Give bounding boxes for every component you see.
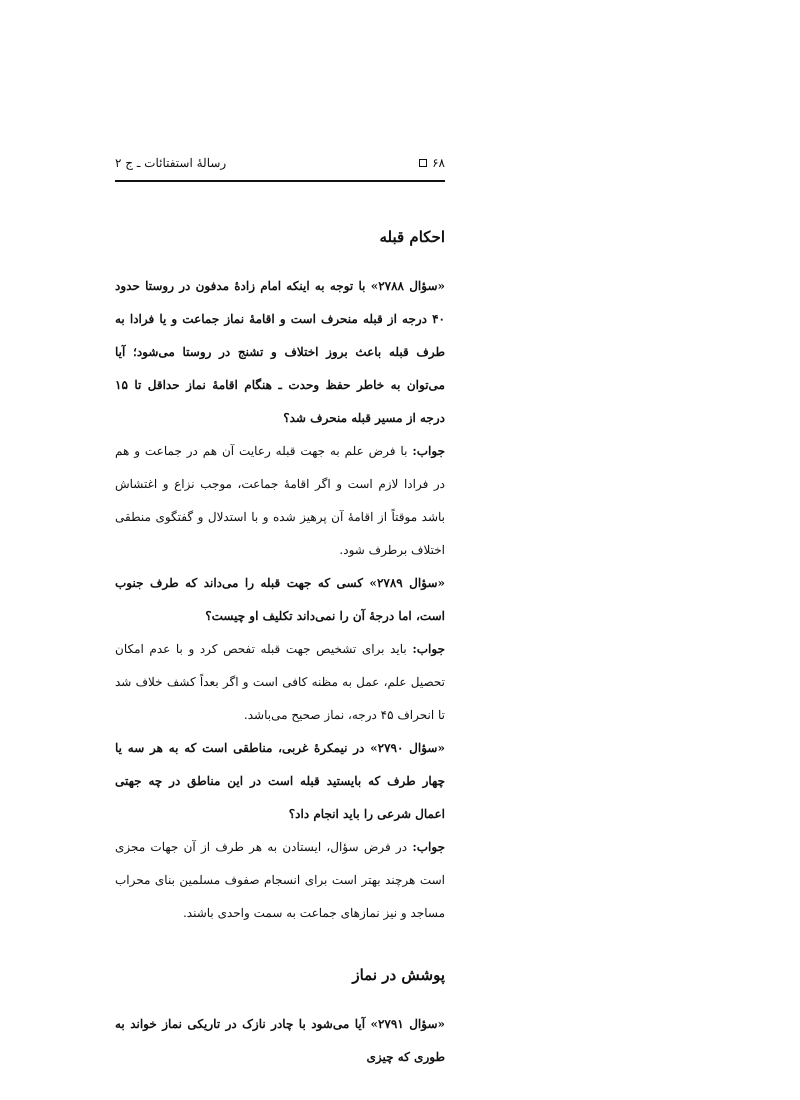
answer-paragraph: [115, 435, 445, 567]
running-title: رسالهٔ استفتائات ـ ج ۲: [115, 156, 227, 170]
page-number-group: [419, 156, 445, 170]
answer-text: باید برای تشخیص جهت قبله تفحص کرد و با عدم امکان تحصیل علم، عمل به مظنه کافی است و اگر بعداً کشف خلاف شد تا انحراف ۴۵ درجه، نماز صحیح می‌باشد.: [115, 642, 445, 722]
answer-label: جواب:: [412, 642, 445, 656]
answer-label: جواب:: [412, 444, 445, 458]
question-paragraph: «سؤال ۲۷۸۸» با توجه به اینکه امام زادهٔ مدفون در روستا حدود ۴۰ درجه از قبله منحرف است و اقامهٔ نماز جماعت و یا فرادا به طرف قبله باعث بروز اختلاف و تشنج در روستا می‌شود؛ آیا می‌توان به خاطر حفظ وحدت ـ هنگام اقامهٔ نماز حداقل تا ۱۵ درجه از مسیر قبله منحرف شد؟: [115, 279, 446, 425]
answer-label: جواب:: [412, 840, 445, 854]
header-rule: [115, 180, 445, 182]
question-paragraph: «سؤال ۲۷۹۰» در نیمکرهٔ غربی، مناطقی است که به هر سه یا چهار طرف که بایستید قبله است در این مناطق در چه جهتی اعمال شرعی را باید انجام داد؟: [115, 741, 445, 821]
page-number: ۶۸: [432, 156, 445, 170]
question-paragraph: «سؤال ۲۷۸۹» کسی که جهت قبله را می‌داند که طرف جنوب است، اما درجهٔ آن را نمی‌داند تکلیف او چیست؟: [115, 576, 445, 623]
question-paragraph: «سؤال ۲۷۹۱» آیا می‌شود با چادر نازک در تاریکی نماز خواند به طوری که چیزی: [115, 1017, 445, 1064]
answer-paragraph: [115, 831, 445, 930]
section-title: پوشش در نماز: [352, 966, 445, 984]
section-title: احکام قبله: [379, 228, 445, 246]
running-header: [115, 148, 445, 170]
answer-text: با فرض علم به جهت قبله رعایت آن هم در جماعت و هم در فرادا لازم است و اگر اقامهٔ جماعت، موجب نزاع و اغتشاش باشد موقتاً از اقامهٔ آن پرهیز شده و با استدلال و گفتگوی منطقی اختلاف برطرف شود.: [115, 444, 445, 557]
answer-text: در فرض سؤال، ایستادن به هر طرف از آن جهات مجزی است هرچند بهتر است برای انسجام صفوف مسلمین بنای محراب مساجد و نیز نمازهای جماعت به سمت واحدی باشند.: [115, 840, 445, 920]
page-body: [115, 224, 445, 1074]
answer-paragraph: [115, 633, 445, 732]
book-page: [115, 0, 445, 1100]
square-box-icon: [419, 159, 427, 167]
